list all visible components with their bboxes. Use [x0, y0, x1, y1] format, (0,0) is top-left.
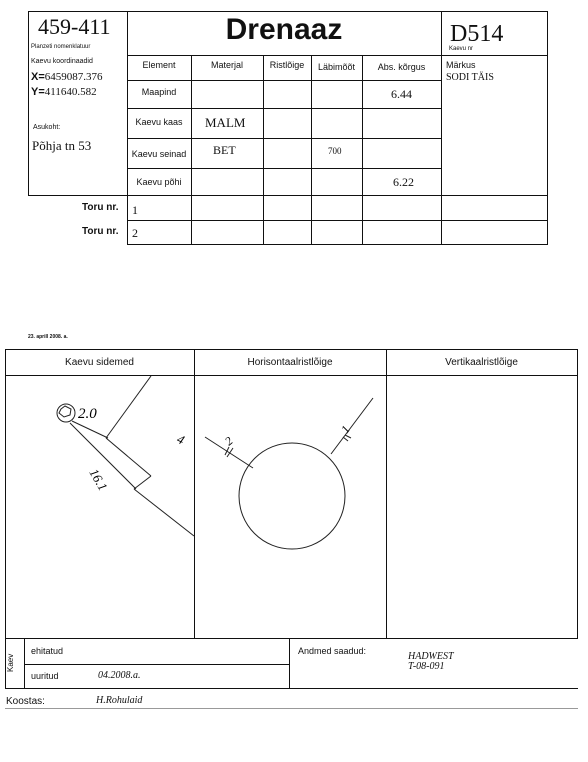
y-value: 411640.582 — [44, 86, 97, 98]
location-value: Põhja tn 53 — [32, 138, 92, 153]
row-abs-height-bottom: 6.22 — [393, 175, 414, 189]
vertical-section-sketch — [387, 376, 577, 638]
row-abs-height-ground: 6.44 — [391, 87, 412, 101]
row-element-walls: Kaevu seinad — [131, 149, 187, 159]
row-element-lid: Kaevu kaas — [135, 117, 183, 127]
connections-sketch — [6, 376, 194, 638]
col-header-remark: Märkus — [446, 60, 476, 70]
col-header-diameter: Läbimõõt — [317, 62, 356, 72]
col-header-section: Ristlõige — [269, 60, 305, 70]
annotation-h2: 1 — [337, 422, 353, 436]
col-header-abs-height: Abs. kõrgus — [377, 62, 426, 72]
sketch-header-connections: Kaevu sidemed — [65, 357, 134, 368]
footer-side-label: Kaev — [6, 653, 15, 672]
data-from-label: Andmed saadud: — [298, 646, 367, 656]
annotation-h1: 2 — [221, 433, 236, 449]
row-diameter-walls: 700 — [328, 146, 342, 156]
built-label: ehitatud — [31, 646, 64, 656]
data-from-value-2: T-08-091 — [408, 661, 445, 672]
pipe-label-1: Toru nr. — [82, 202, 119, 213]
plan-number-label: Planzeti nomenklatuur — [31, 44, 91, 50]
annotation-a3: 16.1 — [86, 466, 111, 494]
col-header-element: Element — [142, 60, 176, 70]
col-header-material: Materjal — [210, 60, 243, 70]
pipe-number-1: 1 — [132, 203, 138, 217]
x-coordinate — [31, 71, 103, 83]
compiler-label: Koostas: — [6, 696, 45, 707]
annotation-a1: 2.0 — [78, 406, 97, 422]
annotation-a2: 4 — [174, 431, 187, 448]
plan-number: 459-411 — [38, 14, 111, 39]
surveyed-value: 04.2008.a. — [98, 670, 141, 681]
coords-label: Kaevu koordinaadid — [31, 58, 93, 65]
compiler-value: H.Rohulaid — [96, 695, 143, 706]
row-element-ground: Maapind — [141, 87, 177, 97]
pipe-label-2: Toru nr. — [82, 226, 119, 237]
y-coordinate — [31, 86, 97, 98]
page-title: Drenaaz — [225, 13, 343, 46]
data-from-value-1: HADWEST — [408, 651, 454, 662]
y-label: Y= — [31, 86, 45, 98]
date-stamp: 23. aprill 2008. a. — [28, 334, 68, 340]
well-number: D514 — [450, 21, 504, 47]
row-material-lid: MALM — [205, 115, 246, 130]
row-element-bottom: Kaevu põhi — [136, 177, 182, 187]
horizontal-section-sketch — [195, 376, 386, 638]
well-number-label: Kaevu nr — [449, 46, 474, 52]
location-label: Asukoht: — [33, 124, 61, 131]
surveyed-label: uuritud — [31, 671, 59, 681]
sketch-header-vertical: Vertikaalristlõige — [445, 357, 518, 368]
pipe-number-2: 2 — [132, 226, 138, 240]
sketch-header-horizontal: Horisontaalristlõige — [247, 357, 333, 368]
x-label: X= — [31, 71, 45, 83]
well-circle — [239, 443, 345, 549]
row-material-walls: BET — [213, 143, 236, 157]
x-value: 6459087.376 — [44, 71, 103, 83]
remark-value: SODI TÄIS — [446, 72, 494, 83]
